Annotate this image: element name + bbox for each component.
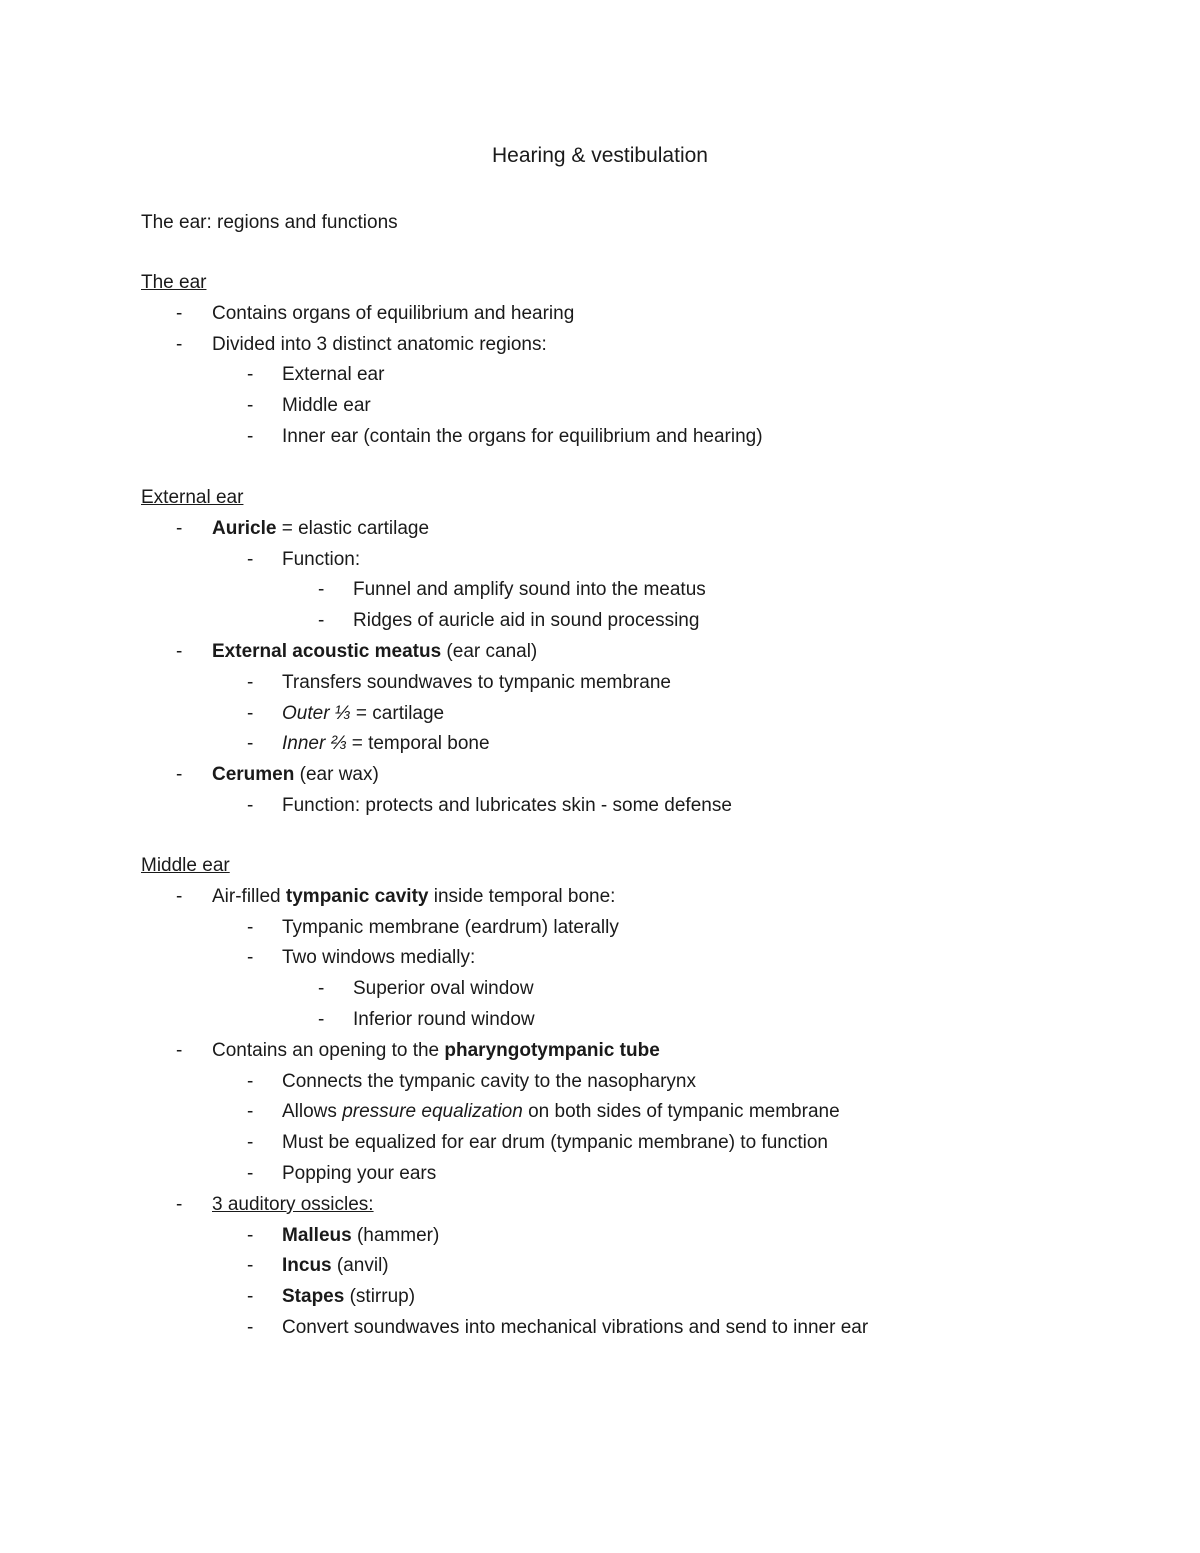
- bullet-dash: -: [176, 640, 183, 662]
- term-incus: Incus: [282, 1255, 332, 1277]
- bullet-dash: -: [247, 733, 254, 755]
- bullet-dash: -: [247, 548, 254, 570]
- bullet-dash: -: [247, 395, 254, 417]
- section-heading: Middle ear: [141, 855, 230, 876]
- bullet-dash: -: [247, 1316, 254, 1338]
- section-heading: External ear: [141, 487, 244, 508]
- list-item: - Middle ear: [141, 391, 1141, 422]
- section-heading: The ear: [141, 272, 207, 293]
- bullet-dash: -: [247, 425, 254, 447]
- list-item: - Auricle = elastic cartilage: [141, 514, 1141, 545]
- term-stapes: Stapes: [282, 1286, 345, 1308]
- list-item: - Inner ⅔ = temporal bone: [141, 729, 1141, 760]
- list-item: - Inferior round window: [141, 1005, 1141, 1036]
- document-title: Hearing & vestibulation: [492, 144, 708, 167]
- list-item: - External acoustic meatus (ear canal): [141, 637, 1141, 668]
- bullet-dash: -: [318, 579, 325, 601]
- bullet-dash: -: [176, 517, 183, 539]
- list-item: - Air-filled tympanic cavity inside temporal bone:: [141, 882, 1141, 913]
- list-item: - Function:: [141, 545, 1141, 576]
- section-middle-ear: [141, 851, 1141, 1344]
- bullet-dash: -: [176, 1193, 183, 1215]
- list-item: - Allows pressure equalization on both sides of tympanic membrane: [141, 1097, 1141, 1128]
- term-cerumen: Cerumen: [212, 764, 295, 786]
- term-auricle: Auricle: [212, 517, 277, 539]
- list-item: - 3 auditory ossicles:: [141, 1190, 1141, 1221]
- list-item: - Cerumen (ear wax): [141, 760, 1141, 791]
- bullet-dash: -: [318, 610, 325, 632]
- list-item: - Connects the tympanic cavity to the nasopharynx: [141, 1067, 1141, 1098]
- bullet-dash: -: [247, 1286, 254, 1308]
- bullet-dash: -: [247, 794, 254, 816]
- bullet-dash: -: [176, 764, 183, 786]
- bullet-dash: -: [176, 885, 183, 907]
- list-item: - Convert soundwaves into mechanical vibrations and send to inner ear: [141, 1313, 1141, 1344]
- list-item: - Funnel and amplify sound into the meatus: [141, 575, 1141, 606]
- list-item: - Outer ⅓ = cartilage: [141, 699, 1141, 730]
- bullet-dash: -: [247, 1132, 254, 1154]
- bullet-dash: -: [318, 1008, 325, 1030]
- bullet-dash: -: [247, 947, 254, 969]
- bullet-dash: -: [247, 702, 254, 724]
- section-external-ear: [141, 483, 1141, 822]
- list-item: - Must be equalized for ear drum (tympanic membrane) to function: [141, 1128, 1141, 1159]
- bullet-dash: -: [247, 364, 254, 386]
- list-item: - Incus (anvil): [141, 1251, 1141, 1282]
- list-item: - Divided into 3 distinct anatomic regions:: [141, 330, 1141, 361]
- bullet-dash: -: [247, 1070, 254, 1092]
- bullet-dash: -: [247, 916, 254, 938]
- list-item: - Contains an opening to the pharyngotympanic tube: [141, 1036, 1141, 1067]
- list-item: - Contains organs of equilibrium and hearing: [141, 299, 1141, 330]
- list-item: - Popping your ears: [141, 1159, 1141, 1190]
- bullet-dash: -: [247, 1101, 254, 1123]
- list-item: - Two windows medially:: [141, 943, 1141, 974]
- list-item: - Function: protects and lubricates skin - some defense: [141, 791, 1141, 822]
- list-item: - Tympanic membrane (eardrum) laterally: [141, 913, 1141, 944]
- term-external-acoustic-meatus: External acoustic meatus: [212, 640, 442, 662]
- list-item: - Inner ear (contain the organs for equilibrium and hearing): [141, 422, 1141, 453]
- document-subtitle: The ear: regions and functions: [141, 212, 398, 233]
- bullet-dash: -: [176, 302, 183, 324]
- term-malleus: Malleus: [282, 1224, 352, 1246]
- section-the-ear: [141, 268, 1141, 453]
- bullet-dash: -: [247, 1224, 254, 1246]
- list-item: - Transfers soundwaves to tympanic membrane: [141, 668, 1141, 699]
- bullet-dash: -: [318, 978, 325, 1000]
- list-item: - Malleus (hammer): [141, 1221, 1141, 1252]
- term-tympanic-cavity: tympanic cavity: [285, 885, 429, 907]
- term-pharyngotympanic-tube: pharyngotympanic tube: [444, 1039, 660, 1061]
- bullet-dash: -: [247, 1255, 254, 1277]
- list-item: - Ridges of auricle aid in sound processing: [141, 606, 1141, 637]
- bullet-dash: -: [176, 333, 183, 355]
- list-item: - Superior oval window: [141, 974, 1141, 1005]
- bullet-dash: -: [176, 1039, 183, 1061]
- list-item: - External ear: [141, 360, 1141, 391]
- bullet-dash: -: [247, 671, 254, 693]
- bullet-dash: -: [247, 1162, 254, 1184]
- list-item: - Stapes (stirrup): [141, 1282, 1141, 1313]
